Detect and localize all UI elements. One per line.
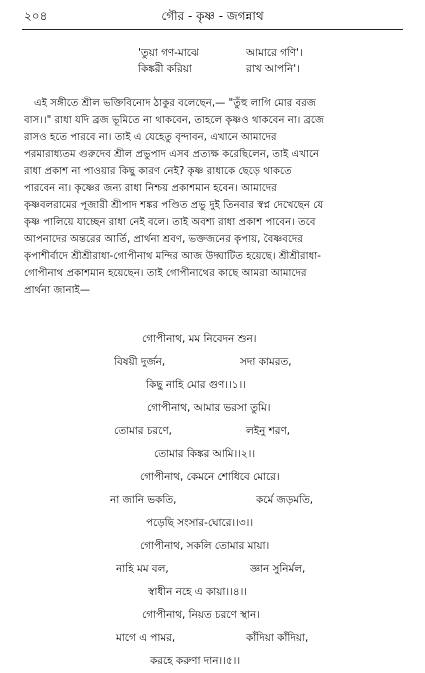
song-refrain: গোপীনাথ, আমার ভরসা তুমি। <box>147 402 271 414</box>
verse-line <box>0 46 425 62</box>
verse-line <box>0 62 425 78</box>
paragraph-line: আপনাদের অন্তরের আর্তি, প্রার্থনা শ্রবণ, ভক্তজনের কৃপায়, বৈষ্ণবদের <box>24 234 304 245</box>
song-ending: করহে করুণা দান।।৫।। <box>150 655 241 667</box>
paragraph-line: প্রার্থনা জানাই— <box>24 285 91 296</box>
paragraph-line: কৃপাশীর্বাদে শ্রীশ্রীরাধা-গোপীনাথ মন্দির আজ উদ্ঘাটিত হয়েছে। শ্রীশ্রীরাধা- <box>24 251 321 262</box>
body-paragraph <box>24 95 404 299</box>
song-line <box>0 489 425 512</box>
song-refrain: গোপীনাথ, সকলি তোমার মায়া। <box>140 540 270 552</box>
song-right: লইনু শরণ, <box>246 425 291 437</box>
song-line <box>0 328 425 351</box>
song-stanzas <box>0 328 425 673</box>
verse-right: রাখ আপনি'। <box>246 63 300 75</box>
paragraph-line: রাধা প্রকাশ না পাওয়ার কিছু কারণ নেই? কৃষ্ণ রাধাকে ছেড়ে থাকতে <box>24 166 292 177</box>
song-right: সদা কামরত, <box>240 356 292 368</box>
opening-verse <box>0 46 425 78</box>
song-line <box>0 604 425 627</box>
paragraph-line: কৃষ্ণবলরামের পূজারী শ্রীপাদ শঙ্কর পণ্ডিত প্রভু দুই তিনবার স্বপ্ন দেখেছেন যে <box>24 200 324 211</box>
song-refrain: গোপীনাথ, নিয়ত চরণে স্থান। <box>142 609 260 621</box>
song-ending: স্বাধীন নহে এ কায়া।।৪।। <box>148 586 248 598</box>
song-left: নাহি মম বল, <box>116 563 169 575</box>
song-ending: পড়েছি সংসার-ঘোরে।।৩।। <box>146 517 254 529</box>
song-line <box>0 466 425 489</box>
verse-right: আমারে গণি'। <box>246 47 303 59</box>
page-number: ২০৪ <box>24 9 48 23</box>
song-refrain: গোপীনাথ, কেমনে শোধিবে মোরে। <box>140 471 280 483</box>
song-line <box>0 581 425 604</box>
verse-left: 'তুয়া গণ-মাঝে <box>138 47 199 59</box>
song-line <box>0 420 425 443</box>
song-line <box>0 351 425 374</box>
paragraph-line: বাস।।" রাধা যদি ব্রজ ভূমিতে না থাকবেন, তাহলে কৃষ্ণও থাকবেন না। ব্রজে <box>24 115 325 126</box>
song-line <box>0 535 425 558</box>
song-line <box>0 374 425 397</box>
song-line <box>0 627 425 650</box>
song-left: মাগে এ পামর, <box>116 632 176 644</box>
song-left: না জানি ভকতি, <box>110 494 177 506</box>
song-line <box>0 512 425 535</box>
song-right: কাঁদিয়া কাঁদিয়া, <box>246 632 309 644</box>
paragraph-line: পারবেন না। কৃষ্ণের জন্য রাধা নিশ্চয় প্রকাশমান হবেন। আমাদের <box>24 183 277 194</box>
song-right: জ্ঞান সুনির্মল, <box>250 563 306 575</box>
song-line <box>0 443 425 466</box>
song-left: বিষয়ী দুর্জন, <box>114 356 166 368</box>
song-line <box>0 397 425 420</box>
paragraph-line: রাসও হতে পারবে না। তাই এ যেহেতু বৃন্দাবন, এখানে আমাদের <box>24 132 277 143</box>
paragraph-line: পরমারাধ্যতম গুরুদেব শ্রীল প্রভুপাদ এসব প্রত্যক্ষ করেছিলেন, তাই এখানে <box>24 149 320 160</box>
page-header <box>24 6 401 28</box>
paragraph-line: এই সঙ্গীতে শ্রীল ভক্তিবিনোদ ঠাকুর বলেছেন,— "তুঁহু লাগি মোর বরজ <box>34 98 316 109</box>
verse-left: কিঙ্করী করিয়া <box>138 63 192 75</box>
song-refrain: গোপীনাথ, মম নিবেদন শুন। <box>142 333 257 345</box>
song-line <box>0 558 425 581</box>
song-right: কর্মে জড়মতি, <box>256 494 314 506</box>
song-line <box>0 650 425 673</box>
running-title: গৌর - কৃষ্ণ - জগন্নাথ <box>161 9 264 23</box>
header-rule <box>22 29 403 30</box>
song-ending: তোমার কিঙ্কর আমি।।২।। <box>154 448 256 460</box>
paragraph-line: গোপীনাথ প্রকাশমান হয়েছেন। তাই গোপীনাথের কাছে আমরা আমাদের <box>24 268 307 279</box>
song-left: তোমার চরণে, <box>114 425 172 437</box>
paragraph-line: কৃষ্ণ পালিয়ে যাচ্ছেন রাধা নেই বলে। তাই অবশ্য রাধা প্রকাশ পাবেন। তবে <box>24 217 316 228</box>
song-ending: কিছু নাহি মোর গুণ।।১।। <box>146 379 246 391</box>
